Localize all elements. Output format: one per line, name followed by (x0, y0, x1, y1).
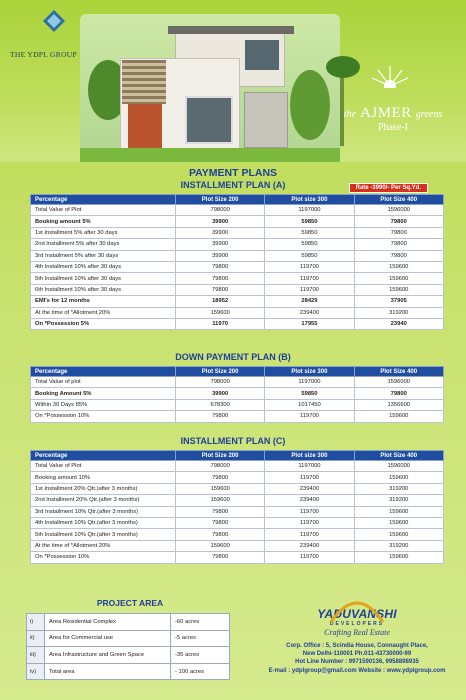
cell-value: 79800 (354, 216, 443, 227)
table-row (31, 506, 444, 517)
cell-value: 1197000 (265, 377, 354, 388)
row-label: 3rd Installment 5% after 30 days (31, 250, 176, 261)
cell-value: 1356600 (354, 399, 443, 410)
plan-c-table (30, 450, 444, 564)
cell-value: 39900 (176, 239, 265, 250)
header-percentage: Percentage (31, 195, 176, 205)
table-row (31, 540, 444, 551)
area-name: Area for Commercial use (45, 630, 171, 647)
developer-logo-icon (327, 592, 387, 624)
cell-value: 79800 (176, 261, 265, 272)
sun-icon (370, 62, 410, 88)
developer-sub: DEVELOPERS (329, 621, 385, 627)
area-value: - 100 acres (171, 663, 230, 680)
header-percentage: Percentage (31, 367, 176, 377)
row-label: 5th Installment 10% Qtr.(after 3 months) (31, 529, 176, 540)
cell-value: 23940 (354, 318, 443, 329)
row-label: Total Value of Plot (31, 205, 176, 216)
row-label: At the time of *Allotment 20% (31, 307, 176, 318)
project-area-row (27, 663, 230, 680)
hero-banner (0, 0, 466, 162)
cell-value: 119700 (265, 284, 354, 295)
table-row (31, 461, 444, 472)
table-row (31, 205, 444, 216)
cell-value: 159600 (354, 517, 443, 528)
table-row (31, 529, 444, 540)
table-row (31, 411, 444, 422)
project-suffix: greens (415, 109, 443, 120)
row-label: On *Possession 5% (31, 318, 176, 329)
area-value: -5 acres (171, 630, 230, 647)
cell-value: 37905 (354, 296, 443, 307)
header-plot-200: Plot Size 200 (176, 451, 265, 461)
project-phase: Phase-I (378, 122, 408, 133)
cell-value: 59850 (265, 216, 354, 227)
cell-value: 239400 (265, 307, 354, 318)
house-garage (244, 92, 288, 148)
row-label: 3rd Installment 10% Qtr.(after 3 months) (31, 506, 176, 517)
cell-value: 119700 (265, 472, 354, 483)
header-plot-300: Plot size 300 (265, 451, 354, 461)
table-row (31, 307, 444, 318)
table-row (31, 250, 444, 261)
cell-value: 79800 (176, 273, 265, 284)
cell-value: 159600 (354, 472, 443, 483)
plan-a-table (30, 194, 444, 330)
email-website: E-mail : ydplgroup@gmail.com Website : www.ydplgroup.com (268, 667, 446, 674)
cell-value: 59850 (265, 227, 354, 238)
cell-value: 119700 (265, 529, 354, 540)
header-plot-200: Plot Size 200 (176, 195, 265, 205)
area-index: ii) (27, 630, 45, 647)
house-slats (122, 60, 166, 104)
cell-value: 39900 (176, 250, 265, 261)
area-value: -35 acres (171, 647, 230, 664)
cell-value: 59850 (265, 388, 354, 399)
developer-block (262, 592, 452, 675)
cell-value: 159600 (354, 506, 443, 517)
table-row (31, 388, 444, 399)
house-roof (168, 26, 294, 34)
cell-value: 39900 (176, 216, 265, 227)
cell-value: 79800 (354, 239, 443, 250)
table-row (31, 296, 444, 307)
cell-value: 239400 (265, 483, 354, 494)
table-row (31, 483, 444, 494)
table-row (31, 318, 444, 329)
table-row (31, 495, 444, 506)
cell-value: 239400 (265, 495, 354, 506)
hotline: Hot Line Number : 9971590136, 9958898935 (295, 659, 419, 666)
cell-value: 11970 (176, 318, 265, 329)
plan-b-title: DOWN PAYMENT PLAN (B) (175, 352, 291, 362)
cell-value: 1197000 (265, 461, 354, 472)
house-glass-door (185, 96, 233, 144)
cell-value: 79800 (176, 506, 265, 517)
cell-value: 159600 (176, 307, 265, 318)
cell-value: 798000 (176, 205, 265, 216)
plan-a-title: INSTALLMENT PLAN (A) (180, 180, 286, 190)
project-title (320, 104, 466, 122)
company-logo (10, 10, 100, 60)
cell-value: 119700 (265, 261, 354, 272)
cell-value: 119700 (265, 411, 354, 422)
cell-value: 119700 (265, 506, 354, 517)
header-plot-400: Plot Size 400 (354, 367, 443, 377)
company-name: THE YDPL GROUP (10, 50, 77, 59)
cell-value: 159600 (354, 552, 443, 563)
area-value: -60 acres (171, 614, 230, 631)
cell-value: 798000 (176, 461, 265, 472)
cell-value: 1596000 (354, 377, 443, 388)
hero-lawn (80, 148, 340, 162)
row-label: On *Possession 10% (31, 552, 176, 563)
developer-name: YADUVANSHI (317, 607, 397, 621)
rate-badge: Rate -3990/- Per Sq.Yd. (349, 183, 428, 193)
header-plot-200: Plot Size 200 (176, 367, 265, 377)
cell-value: 59850 (265, 250, 354, 261)
row-label: Booking Amount 5% (31, 388, 176, 399)
row-label: Booking amount 5% (31, 216, 176, 227)
project-area-title: PROJECT AREA (96, 598, 164, 608)
cell-value: 159600 (176, 495, 265, 506)
plan-c-title: INSTALLMENT PLAN (C) (180, 436, 286, 446)
row-label: Total Value of plot (31, 377, 176, 388)
project-prefix: the (343, 109, 357, 120)
cell-value: 159600 (354, 411, 443, 422)
table-row (31, 517, 444, 528)
cell-value: 1596000 (354, 205, 443, 216)
cell-value: 319200 (354, 483, 443, 494)
area-name: Area Residential Complex (45, 614, 171, 631)
table-row (31, 399, 444, 410)
cell-value: 79800 (176, 411, 265, 422)
project-area-row (27, 630, 230, 647)
area-index: iii) (27, 647, 45, 664)
cell-value: 17955 (265, 318, 354, 329)
area-index: i) (27, 614, 45, 631)
project-area-row (27, 614, 230, 631)
cell-value: 159600 (354, 529, 443, 540)
developer-contact (262, 642, 452, 675)
cell-value: 39900 (176, 388, 265, 399)
project-name: AJMER (360, 105, 412, 121)
developer-tagline: Crafting Real Estate (324, 628, 390, 637)
row-label: Within 30 Days 85% (31, 399, 176, 410)
cell-value: 1596000 (354, 461, 443, 472)
cell-value: 159600 (354, 261, 443, 272)
table-row (31, 472, 444, 483)
cell-value: 319200 (354, 540, 443, 551)
cell-value: 79800 (354, 388, 443, 399)
row-label: On *Possession 10% (31, 411, 176, 422)
corp-office: Corp. Office : 5, Scindia House, Connaught Place, (286, 643, 428, 649)
cell-value: 239400 (265, 540, 354, 551)
address-line: New Delhi-110001 Ph.011-43730000-99 (302, 651, 412, 658)
header-plot-300: Plot size 300 (265, 367, 354, 377)
project-area-table (26, 613, 230, 680)
table-row (31, 284, 444, 295)
area-name: Total area (45, 663, 171, 680)
row-label: Total Value of Plot (31, 461, 176, 472)
header-plot-400: Plot Size 400 (354, 195, 443, 205)
cell-value: 798000 (176, 377, 265, 388)
project-brand (320, 62, 460, 132)
row-label: 6th Installment 10% after 30 days (31, 284, 176, 295)
cell-value: 119700 (265, 552, 354, 563)
cell-value: 159600 (176, 483, 265, 494)
row-label: 4th Installment 10% Qtr.(after 3 months) (31, 517, 176, 528)
row-label: 4th Installment 10% after 30 days (31, 261, 176, 272)
project-area-row (27, 647, 230, 664)
row-label: 5th Installment 10% after 30 days (31, 273, 176, 284)
table-row (31, 239, 444, 250)
cell-value: 159600 (176, 540, 265, 551)
row-label: 1st Installment 5% after 30 days (31, 227, 176, 238)
area-name: Area Infrastructure and Green Space (45, 647, 171, 664)
table-row (31, 216, 444, 227)
ydpl-logo-icon (43, 10, 65, 32)
cell-value: 28429 (265, 296, 354, 307)
table-row (31, 377, 444, 388)
cell-value: 79800 (176, 284, 265, 295)
row-label: 2nd Installment 20% Qtr.(after 3 months) (31, 495, 176, 506)
plan-b-table (30, 366, 444, 423)
table-row (31, 273, 444, 284)
table-row (31, 227, 444, 238)
cell-value: 119700 (265, 273, 354, 284)
cell-value: 39900 (176, 227, 265, 238)
table-row (31, 261, 444, 272)
payment-plans-title: PAYMENT PLANS (188, 167, 278, 179)
cell-value: 79800 (176, 517, 265, 528)
cell-value: 18952 (176, 296, 265, 307)
table-row (31, 552, 444, 563)
header-plot-400: Plot Size 400 (354, 451, 443, 461)
row-label: 2nd Installment 5% after 30 days (31, 239, 176, 250)
cell-value: 319200 (354, 495, 443, 506)
house-brick-wall (128, 104, 162, 150)
area-index: iv) (27, 663, 45, 680)
row-label: Booking amount 10% (31, 472, 176, 483)
cell-value: 119700 (265, 517, 354, 528)
row-label: 1st Installment 20% Qtr.(after 3 months) (31, 483, 176, 494)
cell-value: 79800 (176, 529, 265, 540)
cell-value: 159600 (354, 284, 443, 295)
cell-value: 79800 (176, 472, 265, 483)
cell-value: 79800 (176, 552, 265, 563)
cell-value: 79800 (354, 227, 443, 238)
cell-value: 79800 (354, 250, 443, 261)
cell-value: 1197000 (265, 205, 354, 216)
header-percentage: Percentage (31, 451, 176, 461)
cell-value: 59850 (265, 239, 354, 250)
row-label: EMI's for 12 months (31, 296, 176, 307)
cell-value: 319200 (354, 307, 443, 318)
cell-value: 159600 (354, 273, 443, 284)
house-window (245, 40, 279, 70)
cell-value: 1017450 (265, 399, 354, 410)
cell-value: 678300 (176, 399, 265, 410)
row-label: At the time of *Allotment 20% (31, 540, 176, 551)
header-plot-300: Plot size 300 (265, 195, 354, 205)
